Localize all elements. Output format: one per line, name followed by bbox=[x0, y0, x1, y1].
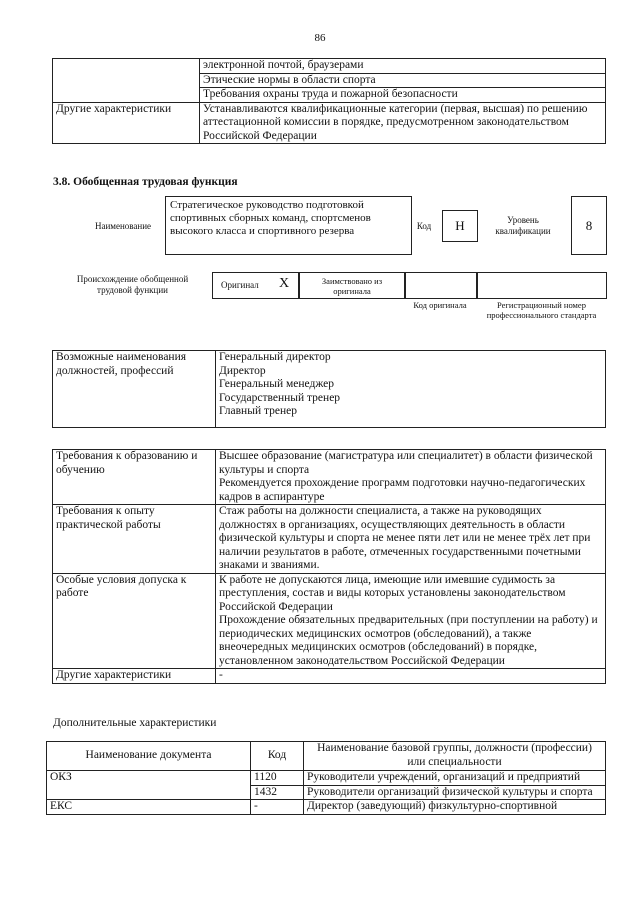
cell-doc: ЕКС bbox=[47, 800, 251, 815]
section-title: 3.8. Обобщенная трудовая функция bbox=[53, 176, 238, 188]
code-caption: Код оригинала bbox=[413, 300, 467, 310]
list-item: Директор bbox=[219, 364, 266, 377]
table-cell-label bbox=[53, 59, 200, 74]
table-row bbox=[47, 800, 606, 815]
req-line: Прохождение обязательных предварительных (при поступлении на работу) и периодических медицинских осмотров (обследований), а также внеочередных медицинских осмотров (обследований) в порядке, установленном законодательством Российской Федерации bbox=[219, 614, 598, 667]
req-value bbox=[216, 450, 606, 505]
cell-doc bbox=[47, 785, 251, 800]
req-label: Требования к образованию и обучению bbox=[53, 450, 216, 505]
table-cell-value: Требования охраны труда и пожарной безопасности bbox=[200, 88, 606, 103]
req-label: Особые условия допуска к работе bbox=[53, 573, 216, 669]
origin-code-cell bbox=[404, 272, 478, 299]
list-item: Генеральный директор bbox=[219, 351, 331, 363]
table-row bbox=[53, 573, 606, 669]
origin-original-cell bbox=[212, 272, 300, 299]
reg-caption: Регистрационный номер профессионального стандарта bbox=[486, 300, 597, 320]
table-cell-label bbox=[53, 73, 200, 88]
req-line: К работе не допускаются лица, имеющие или имевшие судимость за преступления, состав и виды которых установлены законодательством Российской Федерации bbox=[219, 573, 566, 613]
table-cell-label: Другие характеристики bbox=[53, 102, 200, 144]
table-row bbox=[53, 450, 606, 505]
code-value: H bbox=[442, 210, 478, 242]
req-label: Другие характеристики bbox=[53, 669, 216, 684]
header-code: Код bbox=[251, 742, 304, 771]
table-row bbox=[47, 771, 606, 786]
table-row bbox=[53, 102, 606, 144]
level-value: 8 bbox=[571, 196, 607, 255]
table-cell-label bbox=[53, 88, 200, 103]
extra-table bbox=[46, 741, 606, 815]
list-item: Генеральный менеджер bbox=[219, 378, 334, 390]
code-label: Код bbox=[416, 221, 432, 231]
cell-code: - bbox=[251, 800, 304, 815]
name-value: Стратегическое руководство подготовкой спортивных сборных команд, спортсменов высокого класса и спортивного резерва bbox=[165, 196, 412, 255]
table-header-row bbox=[47, 742, 606, 771]
origin-borrowed-cell bbox=[298, 272, 406, 299]
cell-doc: ОКЗ bbox=[47, 771, 251, 786]
req-line: Рекомендуется прохождение программ подготовки научно-педагогических кадров в аспирантуре bbox=[219, 477, 586, 503]
req-line: Высшее образование (магистратура или специалитет) в области физической культуры и спорта bbox=[219, 450, 593, 476]
req-value bbox=[216, 573, 606, 669]
table-row bbox=[53, 505, 606, 574]
header-name: Наименование базовой группы, должности (профессии) или специальности bbox=[304, 742, 606, 771]
table-row bbox=[53, 669, 606, 684]
table-row bbox=[53, 351, 606, 428]
borrowed-label: Заимствовано из оригинала bbox=[321, 276, 383, 296]
req-label: Требования к опыту практической работы bbox=[53, 505, 216, 574]
cell-code: 1432 bbox=[251, 785, 304, 800]
table-row bbox=[53, 88, 606, 103]
level-label: Уровень квалификации bbox=[495, 215, 551, 236]
cell-name: Руководители организаций физической культуры и спорта bbox=[304, 785, 606, 800]
requirements-table bbox=[52, 449, 606, 684]
req-value bbox=[216, 669, 606, 684]
table-cell-value: Устанавливаются квалификационные категории (первая, высшая) по решению аттестационной комиссии в порядке, предусмотренном законодательством Российской Федерации bbox=[200, 102, 606, 144]
req-line: Стаж работы на должности специалиста, а также на руководящих должностях в организациях, осуществляющих деятельность в области физической культуры и спорта не менее пяти лет или не менее трёх лет при наличии результатов в работе, отмеченных государственными почетными знаками и званиями. bbox=[219, 505, 591, 571]
list-item: Государственный тренер bbox=[219, 391, 341, 404]
cell-name: Директор (заведующий) физкультурно-спортивной bbox=[304, 800, 606, 815]
table-row bbox=[53, 59, 606, 74]
req-value bbox=[216, 505, 606, 574]
original-mark: X bbox=[279, 276, 290, 291]
cell-code: 1120 bbox=[251, 771, 304, 786]
positions-label: Возможные наименования должностей, профессий bbox=[53, 351, 216, 428]
list-item: Главный тренер bbox=[219, 405, 297, 417]
req-line: - bbox=[219, 669, 223, 681]
positions-list bbox=[216, 351, 606, 428]
header-doc: Наименование документа bbox=[47, 742, 251, 771]
positions-table bbox=[52, 350, 606, 428]
table-row bbox=[47, 785, 606, 800]
extra-title: Дополнительные характеристики bbox=[53, 717, 217, 729]
table-cell-value: Этические нормы в области спорта bbox=[200, 73, 606, 88]
origin-label: Происхождение обобщенной трудовой функции bbox=[76, 274, 189, 295]
table-cell-value: электронной почтой, браузерами bbox=[200, 59, 606, 74]
name-label: Наименование bbox=[94, 221, 152, 231]
page-number: 86 bbox=[314, 32, 326, 44]
top-table bbox=[52, 58, 606, 144]
cell-name: Руководители учреждений, организаций и предприятий bbox=[304, 771, 606, 786]
origin-reg-cell bbox=[476, 272, 607, 299]
original-label: Оригинал bbox=[221, 280, 259, 290]
table-row bbox=[53, 73, 606, 88]
